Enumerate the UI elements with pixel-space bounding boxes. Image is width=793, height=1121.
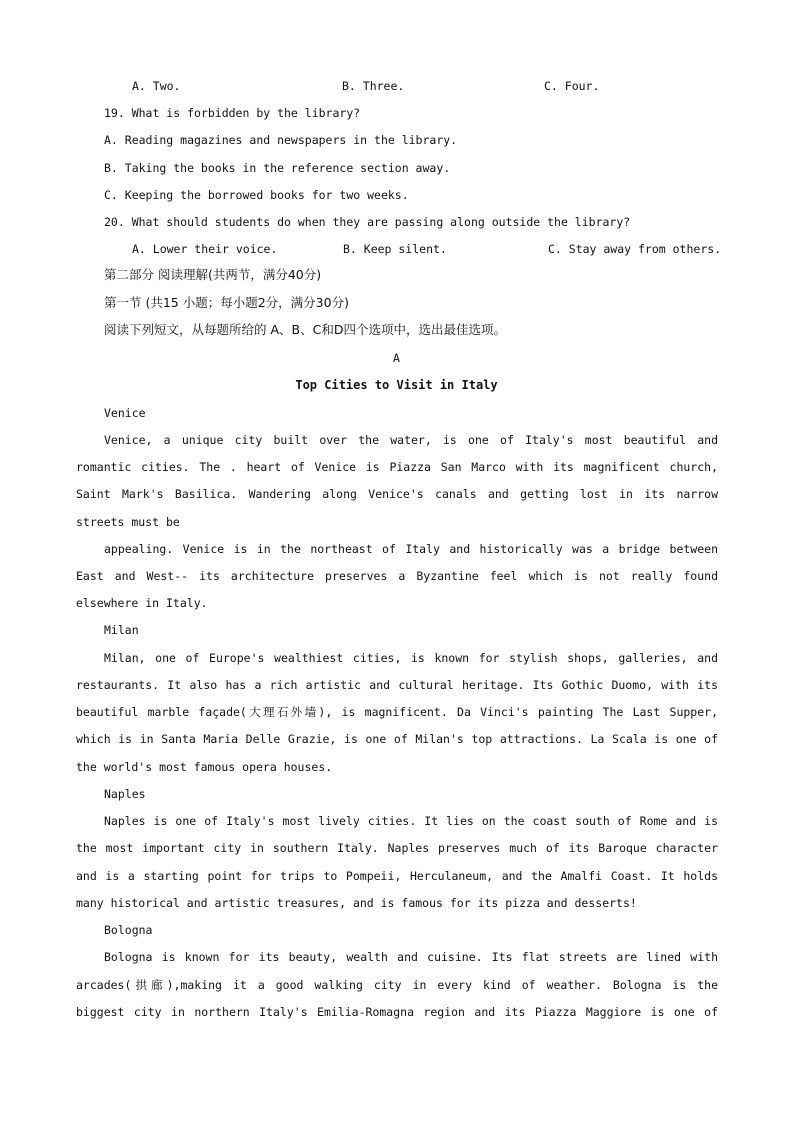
bologna-line: Bologna is known for its beauty, wealth and cuisine. Its flat streets are lined with xyxy=(104,950,718,964)
q20-stem: 20. What should students do when they are passing along outside the library? xyxy=(104,215,631,229)
naples-line: and is a starting point for trips to Pompeii, Herculaneum, and the Amalfi Coast. It holds xyxy=(76,869,718,883)
q20-option-c: C. Stay away from others. xyxy=(548,242,722,256)
q20-option-b: B. Keep silent. xyxy=(343,242,447,256)
milan-line: beautiful marble façade(大理石外墙), is magnificent. Da Vinci's painting The Last Supper, xyxy=(76,705,718,719)
q18-option-c: C. Four. xyxy=(544,79,600,93)
naples-line: Naples is one of Italy's most lively cities. It lies on the coast south of Rome and is xyxy=(104,814,718,828)
milan-line: restaurants. It also has a rich artistic and cultural heritage. Its Gothic Duomo, with its xyxy=(76,678,718,692)
venice-line: streets must be xyxy=(76,515,180,529)
passage-label: A xyxy=(393,351,400,365)
part-title: 第二部分 阅读理解(共两节，满分40分) xyxy=(104,267,322,282)
venice-line: Venice, a unique city built over the water, is one of Italy's most beautiful and xyxy=(104,433,718,447)
naples-heading: Naples xyxy=(104,787,146,801)
venice-heading: Venice xyxy=(104,406,146,420)
naples-line: many historical and artistic treasures, and is famous for its pizza and desserts! xyxy=(76,896,637,910)
bologna-line: biggest city in northern Italy's Emilia-Romagna region and its Piazza Maggiore is one of xyxy=(76,1005,718,1019)
q19-option-b: B. Taking the books in the reference section away. xyxy=(104,161,451,175)
venice-line: appealing. Venice is in the northeast of Italy and historically was a bridge between xyxy=(104,542,718,556)
sub-section-title: 第一节 (共15 小题；每小题2分，满分30分) xyxy=(104,295,349,310)
venice-line: East and West-- its architecture preserves a Byzantine feel which is not really found xyxy=(76,569,718,583)
venice-line: elsewhere in Italy. xyxy=(76,596,208,610)
milan-line: which is in Santa Maria Delle Grazie, is one of Milan's top attractions. La Scala is one of xyxy=(76,732,718,746)
milan-heading: Milan xyxy=(104,623,139,637)
naples-line: the most important city in southern Italy. Naples preserves much of its Baroque character xyxy=(76,841,718,855)
q19-option-a: A. Reading magazines and newspapers in the library. xyxy=(104,133,458,147)
q19-stem: 19. What is forbidden by the library? xyxy=(104,106,361,120)
venice-line: Saint Mark's Basilica. Wandering along Venice's canals and getting lost in its narrow xyxy=(76,487,718,501)
milan-line: Milan, one of Europe's wealthiest cities, is known for stylish shops, galleries, and xyxy=(104,651,718,665)
instruction: 阅读下列短文，从每题所给的 A、B、C和D四个选项中，选出最佳选项。 xyxy=(104,322,506,337)
q18-option-b: B. Three. xyxy=(342,79,405,93)
q20-option-a: A. Lower their voice. xyxy=(132,242,278,256)
q18-option-a: A. Two. xyxy=(132,79,181,93)
venice-line: romantic cities. The . heart of Venice is Piazza San Marco with its magnificent church, xyxy=(76,460,718,474)
bologna-line: arcades(拱廊),making it a good walking city in every kind of weather. Bologna is the xyxy=(76,978,718,992)
milan-line: the world's most famous opera houses. xyxy=(76,760,333,774)
bologna-heading: Bologna xyxy=(104,923,153,937)
passage-title: Top Cities to Visit in Italy xyxy=(295,378,498,392)
q19-option-c: C. Keeping the borrowed books for two weeks. xyxy=(104,188,409,202)
